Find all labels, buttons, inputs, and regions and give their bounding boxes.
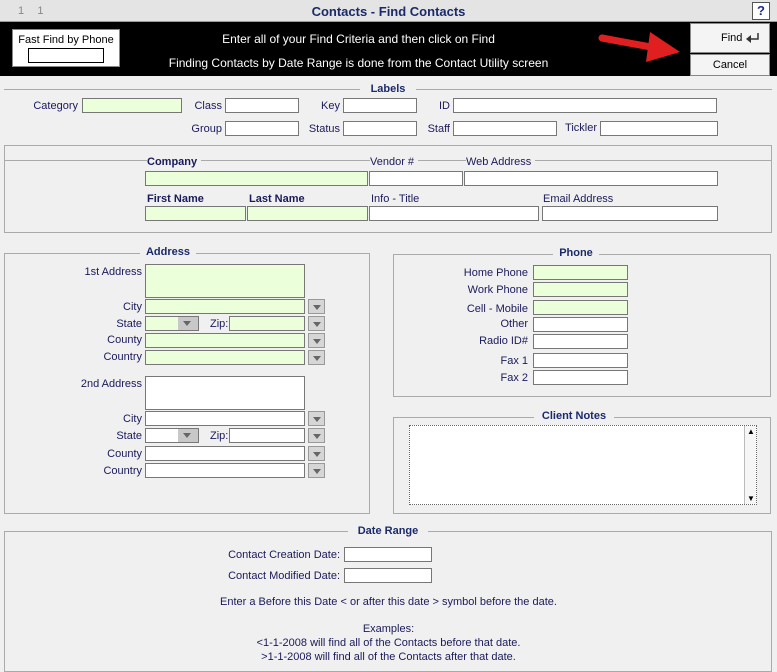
key-label: Key (321, 100, 340, 112)
city-input-1[interactable] (145, 299, 305, 314)
fax-1-input[interactable] (533, 353, 628, 368)
phone-header: Phone (553, 247, 599, 259)
red-arrow-icon (598, 28, 682, 62)
group-input[interactable] (225, 121, 299, 136)
email-label: Email Address (543, 193, 614, 205)
country-input-2[interactable] (145, 463, 305, 478)
cell-mobile-label: Cell - Mobile (466, 303, 528, 315)
modified-date-label: Contact Modified Date: (228, 570, 340, 582)
city-dropdown-2[interactable] (308, 411, 325, 426)
tickler-input[interactable] (600, 121, 718, 136)
first-name-label: First Name (147, 193, 204, 205)
country-label-2: Country (103, 465, 142, 477)
home-phone-label: Home Phone (463, 267, 528, 279)
web-address-label: Web Address (466, 156, 535, 168)
title-bar (0, 0, 777, 22)
state-input-2[interactable] (145, 428, 199, 443)
scroll-down-icon[interactable]: ▼ (747, 494, 755, 503)
record-indicator: 11 (18, 5, 58, 17)
labels-header: Labels (360, 83, 416, 95)
first-name-input[interactable] (145, 206, 246, 221)
home-phone-input[interactable] (533, 265, 628, 280)
country-dropdown-1[interactable] (308, 350, 325, 365)
country-dropdown-2[interactable] (308, 463, 325, 478)
return-arrow-icon (745, 32, 761, 45)
city-dropdown-1[interactable] (308, 299, 325, 314)
work-phone-input[interactable] (533, 282, 628, 297)
creation-date-input[interactable] (344, 547, 432, 562)
instruction-line-1: Enter all of your Find Criteria and then click on Find (222, 32, 495, 46)
examples-label: Examples: (362, 623, 415, 635)
first-address-input[interactable] (145, 264, 305, 298)
zip-dropdown-1[interactable] (308, 316, 325, 331)
other-phone-input[interactable] (533, 317, 628, 332)
country-input-1[interactable] (145, 350, 305, 365)
staff-label: Staff (427, 123, 450, 135)
find-button[interactable] (690, 23, 770, 53)
example-after: >1-1-2008 will find all of the Contacts after that date. (261, 651, 516, 663)
client-notes-textarea[interactable] (409, 425, 757, 505)
creation-date-label: Contact Creation Date: (228, 549, 340, 561)
tickler-label: Tickler (565, 122, 597, 134)
county-dropdown-1[interactable] (308, 333, 325, 348)
state-input-1[interactable] (145, 316, 199, 331)
company-input[interactable] (145, 171, 368, 186)
id-input[interactable] (453, 98, 717, 113)
group-label: Group (191, 123, 222, 135)
modified-date-input[interactable] (344, 568, 432, 583)
instruction-line-2: Finding Contacts by Date Range is done from the Contact Utility screen (168, 56, 549, 70)
id-label: ID (439, 100, 450, 112)
address-header: Address (140, 246, 196, 258)
zip-input-2[interactable] (229, 428, 305, 443)
work-phone-label: Work Phone (467, 284, 528, 296)
country-label-1: Country (103, 351, 142, 363)
notes-scrollbar[interactable] (744, 426, 756, 504)
state-dropdown-2[interactable] (178, 429, 198, 442)
class-label: Class (194, 100, 222, 112)
cancel-button[interactable]: Cancel (690, 54, 770, 76)
category-input[interactable] (82, 98, 182, 113)
fax-2-input[interactable] (533, 370, 628, 385)
county-label-1: County (107, 334, 142, 346)
client-notes-header: Client Notes (534, 410, 614, 422)
staff-input[interactable] (453, 121, 557, 136)
date-range-header: Date Range (348, 525, 428, 537)
second-address-label: 2nd Address (80, 378, 142, 390)
company-label: Company (147, 156, 201, 168)
scroll-up-icon[interactable]: ▲ (747, 427, 755, 436)
help-button[interactable]: ? (752, 2, 770, 20)
example-before: <1-1-2008 will find all of the Contacts before that date. (256, 637, 521, 649)
state-dropdown-1[interactable] (178, 317, 198, 330)
category-label: Category (33, 100, 78, 112)
status-label: Status (308, 123, 340, 135)
find-label: Find (721, 32, 743, 44)
vendor-label: Vendor # (370, 156, 418, 168)
other-phone-label: Other (500, 318, 528, 330)
fast-find-label: Fast Find by Phone (18, 34, 114, 46)
window-title: Contacts - Find Contacts (311, 4, 466, 19)
zip-dropdown-2[interactable] (308, 428, 325, 443)
date-range-instruction: Enter a Before this Date < or after this date > symbol before the date. (220, 596, 557, 608)
first-address-label: 1st Address (84, 266, 142, 278)
state-label-1: State (116, 318, 142, 330)
vendor-input[interactable] (369, 171, 463, 186)
radio-id-input[interactable] (533, 334, 628, 349)
county-label-2: County (107, 448, 142, 460)
fax-1-label: Fax 1 (500, 355, 528, 367)
fax-2-label: Fax 2 (500, 372, 528, 384)
cell-mobile-input[interactable] (533, 300, 628, 315)
second-address-input[interactable] (145, 376, 305, 410)
web-address-input[interactable] (464, 171, 718, 186)
county-dropdown-2[interactable] (308, 446, 325, 461)
zip-label-2: Zip: (210, 430, 229, 442)
class-input[interactable] (225, 98, 299, 113)
email-input[interactable] (542, 206, 718, 221)
state-label-2: State (116, 430, 142, 442)
last-name-input[interactable] (247, 206, 368, 221)
city-label-2: City (123, 413, 142, 425)
info-title-input[interactable] (369, 206, 539, 221)
city-input-2[interactable] (145, 411, 305, 426)
county-input-2[interactable] (145, 446, 305, 461)
radio-id-label: Radio ID# (479, 335, 528, 347)
info-title-label: Info - Title (371, 193, 420, 205)
county-input-1[interactable] (145, 333, 305, 348)
zip-input-1[interactable] (229, 316, 305, 331)
status-input[interactable] (343, 121, 417, 136)
zip-label-1: Zip: (210, 318, 229, 330)
key-input[interactable] (343, 98, 417, 113)
city-label-1: City (123, 301, 142, 313)
last-name-label: Last Name (249, 193, 305, 205)
